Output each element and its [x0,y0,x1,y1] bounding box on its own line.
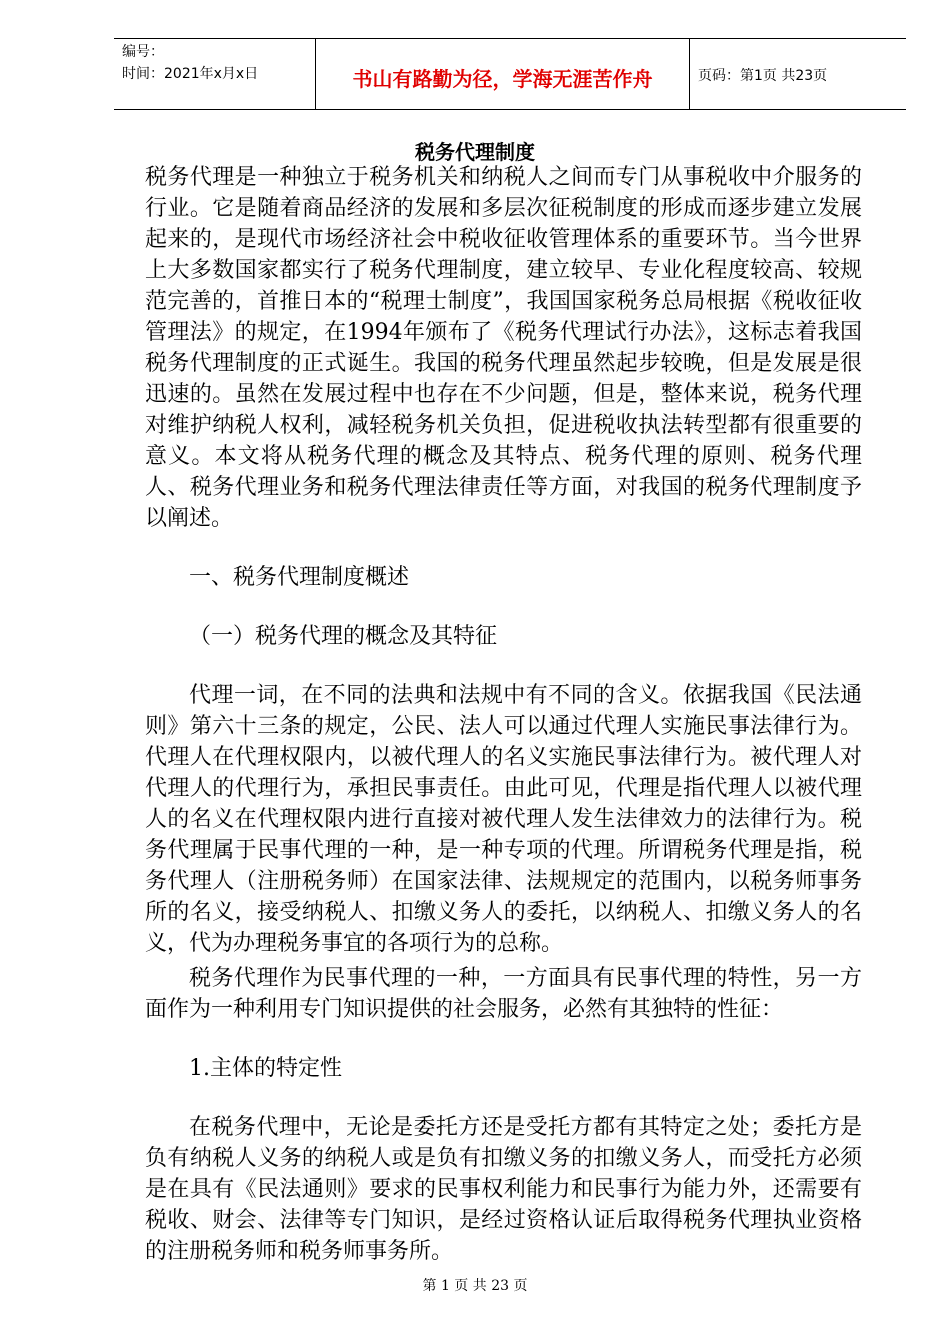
body-paragraph-subject: 在税务代理中，无论是委托方还是受托方都有其特定之处；委托方是负有纳税人义务的纳税人或是负有扣缴义务的扣缴义务人，而受托方必须是在具有《民法通则》要求的民事权利能力和民事行为能力外，还需要有税收、财会、法律等专门知识，是经过资格认证后取得税务代理执业资格的注册税务师和税务师事务所。 [145,1115,862,1264]
page-header [114,38,906,110]
section-heading-1: 一、税务代理制度概述 [189,565,410,590]
header-page-cell [690,39,906,109]
document-time-label: 时间：2021年x月x日 [122,66,259,82]
body-paragraph-characteristics: 税务代理作为民事代理的一种，一方面具有民事代理的特性，另一方面作为一种利用专门知识提供的社会服务，必然有其独特的性征： [145,966,862,1022]
header-page-info: 页码：第1页 共23页 [698,68,828,84]
page-footer: 第 1 页 共 23 页 [422,1278,528,1294]
header-left-cell [114,39,316,109]
header-motto: 书山有路勤为径，学海无涯苦作舟 [352,67,653,91]
item-heading-1: 1.主体的特定性 [189,1056,342,1081]
body-paragraph-agency-definition: 代理一词，在不同的法典和法规中有不同的含义。依据我国《民法通则》第六十三条的规定，公民、法人可以通过代理人实施民事法律行为。代理人在代理权限内，以被代理人的名义实施民事法律行为。被代理人对代理人的代理行为，承担民事责任。由此可见，代理是指代理人以被代理人的名义在代理权限内进行直接对被代理人发生法律效力的法律行为。税务代理属于民事代理的一种，是一种专项的代理。所谓税务代理是指，税务代理人（注册税务师）在国家法律、法规规定的范围内，以税务师事务所的名义，接受纳税人、扣缴义务人的委托，以纳税人、扣缴义务人的名义，代为办理税务事宜的各项行为的总称。 [145,683,862,956]
header-motto-cell [316,39,690,109]
intro-paragraph: 税务代理是一种独立于税务机关和纳税人之间而专门从事税收中介服务的行业。它是随着商品经济的发展和多层次征税制度的形成而逐步建立发展起来的，是现代市场经济社会中税收征收管理体系的重要环节。当今世界上大多数国家都实行了税务代理制度，建立较早、专业化程度较高、较规范完善的，首推日本的“税理士制度”，我国国家税务总局根据《税收征收管理法》的规定，在1994年颁布了《税务代理试行办法》，这标志着我国税务代理制度的正式诞生。我国的税务代理虽然起步较晚，但是发展是很迅速的。虽然在发展过程中也存在不少问题，但是，整体来说，税务代理对维护纳税人权利，减轻税务机关负担，促进税收执法转型都有很重要的意义。本文将从税务代理的概念及其特点、税务代理的原则、税务代理人、税务代理业务和税务代理法律责任等方面，对我国的税务代理制度予以阐述。 [145,165,862,531]
document-body [145,162,862,1267]
document-number-label: 编号： [122,44,164,60]
subsection-heading-1: （一）税务代理的概念及其特征 [189,624,498,649]
document-title: 税务代理制度 [415,140,535,164]
